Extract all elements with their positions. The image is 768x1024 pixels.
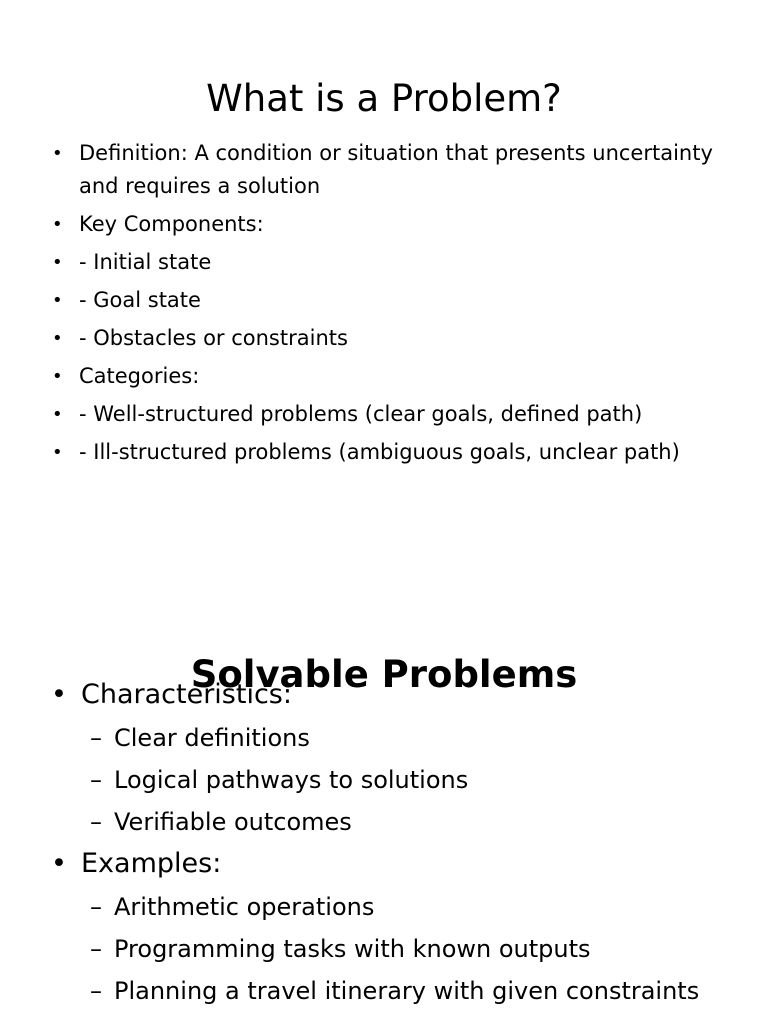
slide-solvable-problems	[0, 512, 768, 1024]
bullet-icon: •	[52, 214, 63, 235]
bullet-item	[0, 284, 768, 317]
sub-bullet-item	[0, 801, 768, 843]
sub-bullet-text: Programming tasks with known outputs	[114, 935, 591, 963]
sub-bullet-text: Arithmetic operations	[114, 893, 375, 921]
bullet-text: - Obstacles or constraints	[79, 326, 348, 350]
bullet-text: - Ill-structured problems (ambiguous goals, unclear path)	[79, 440, 680, 464]
dash-icon: –	[90, 808, 102, 836]
slide-1-bullet-list	[0, 137, 768, 474]
bullet-icon: •	[52, 404, 63, 425]
bullet-item	[0, 398, 768, 431]
section-label: Characteristics:	[81, 679, 292, 710]
sub-bullet-item	[0, 886, 768, 928]
sub-bullet-item	[0, 928, 768, 970]
section-heading-examples	[0, 845, 768, 883]
bullet-icon: •	[52, 252, 63, 273]
slide-1-title: What is a Problem?	[206, 76, 562, 120]
bullet-text: - Goal state	[79, 288, 201, 312]
bullet-text: Definition: A condition or situation that presents uncertainty and requires a solution	[79, 141, 713, 198]
sub-bullet-item	[0, 759, 768, 801]
bullet-item	[0, 360, 768, 393]
slide-2-bullet-list	[0, 676, 768, 1012]
bullet-item	[0, 246, 768, 279]
sub-bullet-text: Clear definitions	[114, 724, 310, 752]
bullet-icon: •	[52, 143, 63, 164]
bullet-icon: •	[51, 848, 67, 879]
dash-icon: –	[90, 724, 102, 752]
bullet-text: Key Components:	[79, 212, 264, 236]
section-heading-characteristics	[0, 676, 768, 714]
bullet-icon: •	[52, 366, 63, 387]
dash-icon: –	[90, 766, 102, 794]
bullet-icon: •	[52, 442, 63, 463]
dash-icon: –	[90, 893, 102, 921]
sub-bullet-item	[0, 970, 768, 1012]
sub-bullet-text: Verifiable outcomes	[114, 808, 352, 836]
bullet-icon: •	[51, 679, 67, 710]
bullet-text: - Well-structured problems (clear goals, defined path)	[79, 402, 643, 426]
bullet-text: - Initial state	[79, 250, 212, 274]
bullet-icon: •	[52, 290, 63, 311]
section-label: Examples:	[81, 848, 222, 879]
bullet-item	[0, 436, 768, 469]
bullet-item	[0, 137, 768, 203]
bullet-icon: •	[52, 328, 63, 349]
dash-icon: –	[90, 935, 102, 963]
bullet-item	[0, 322, 768, 355]
sub-bullet-text: Planning a travel itinerary with given constraints	[114, 977, 700, 1005]
dash-icon: –	[90, 977, 102, 1005]
bullet-item	[0, 208, 768, 241]
sub-bullet-text: Logical pathways to solutions	[114, 766, 469, 794]
bullet-text: Categories:	[79, 364, 200, 388]
sub-bullet-item	[0, 717, 768, 759]
slide-2-title: Solvable Problems	[190, 652, 578, 696]
